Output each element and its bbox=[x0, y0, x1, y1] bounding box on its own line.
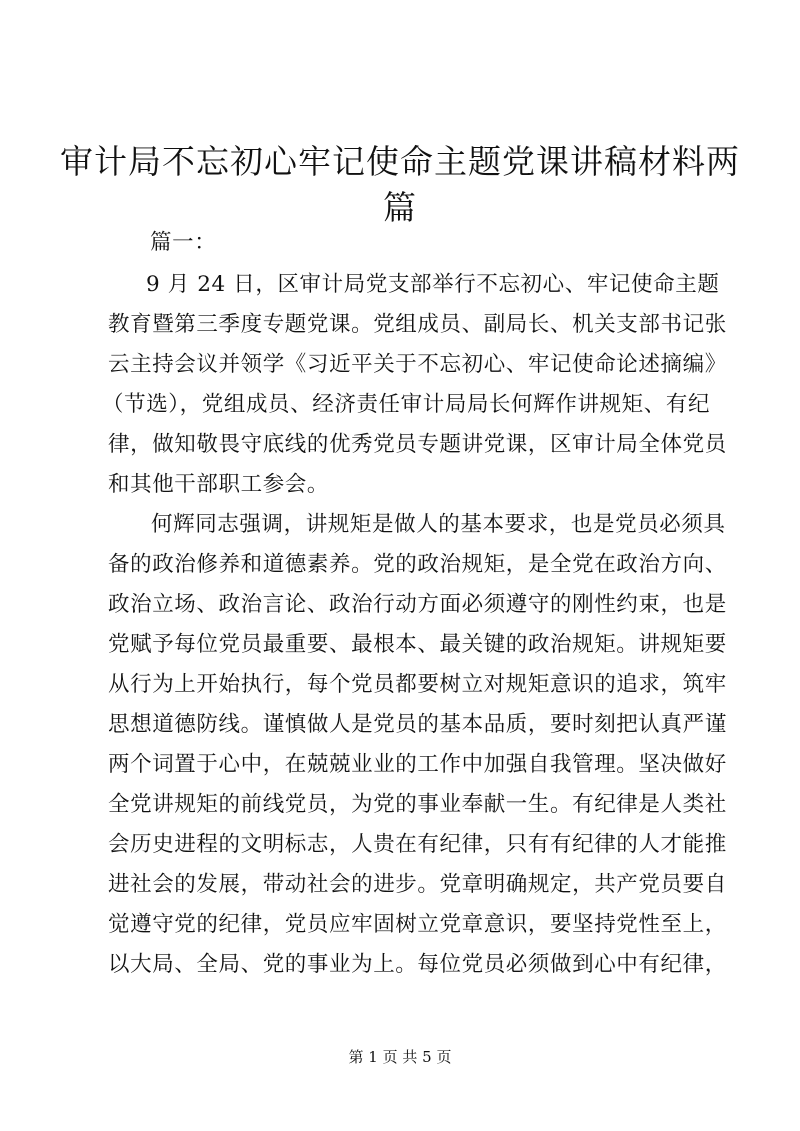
paragraph-2-line: 党赋予每位党员最重要、最根本、最关键的政治规矩。讲规矩要 bbox=[108, 632, 727, 657]
paragraph-2-line: 进社会的发展，带动社会的进步。党章明确规定，共产党员要自 bbox=[108, 872, 727, 897]
paragraph-1-line: 9 月 24 日，区审计局党支部举行不忘初心、牢记使命主题 bbox=[146, 272, 720, 297]
paragraph-1-line: 和其他干部职工参会。 bbox=[108, 472, 330, 497]
paragraph-1-line: （节选），党组成员、经济责任审计局局长何辉作讲规矩、有纪 bbox=[102, 392, 711, 417]
paragraph-2-line: 以大局、全局、党的事业为上。每位党员必须做到心中有纪律， bbox=[108, 952, 727, 977]
paragraph-1-line: 云主持会议并领学《习近平关于不忘初心、牢记使命论述摘编》 bbox=[108, 352, 727, 377]
paragraph-2-line: 何辉同志强调，讲规矩是做人的基本要求，也是党员必须具 bbox=[151, 512, 726, 537]
paragraph-2-line: 备的政治修养和道德素养。党的政治规矩，是全党在政治方向、 bbox=[108, 552, 727, 577]
paragraph-2-line: 从行为上开始执行，每个党员都要树立对规矩意识的追求，筑牢 bbox=[108, 672, 727, 697]
paragraph-2-line: 思想道德防线。谨慎做人是党员的基本品质，要时刻把认真严谨 bbox=[108, 712, 727, 737]
paragraph-1-line: 教育暨第三季度专题党课。党组成员、副局长、机关支部书记张 bbox=[108, 312, 727, 337]
document-title-line-1: 审计局不忘初心牢记使命主题党课讲稿材料两 bbox=[60, 142, 740, 181]
paragraph-2-line: 政治立场、政治言论、政治行动方面必须遵守的刚性约束，也是 bbox=[108, 592, 727, 617]
paragraph-1-line: 律，做知敬畏守底线的优秀党员专题讲党课，区审计局全体党员 bbox=[108, 432, 727, 457]
section-heading: 篇一： bbox=[150, 230, 217, 255]
document-title-line-2: 篇 bbox=[383, 188, 417, 227]
paragraph-2-line: 两个词置于心中，在兢兢业业的工作中加强自我管理。坚决做好 bbox=[108, 752, 727, 777]
page-number-footer: 第 1 页 共 5 页 bbox=[348, 1048, 452, 1066]
paragraph-2-line: 全党讲规矩的前线党员，为党的事业奉献一生。有纪律是人类社 bbox=[108, 792, 727, 817]
paragraph-2-line: 会历史进程的文明标志，人贵在有纪律，只有有纪律的人才能推 bbox=[108, 832, 727, 857]
paragraph-2-line: 觉遵守党的纪律，党员应牢固树立党章意识，要坚持党性至上， bbox=[108, 912, 727, 937]
